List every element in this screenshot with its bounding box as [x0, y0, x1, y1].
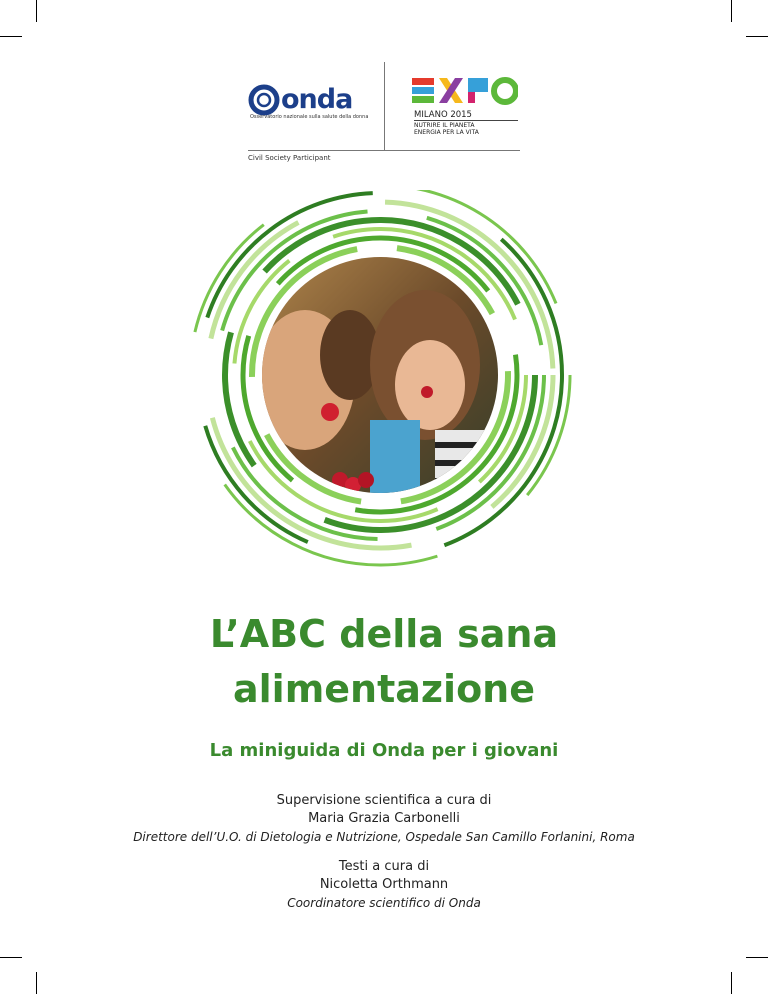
expo-underline — [414, 120, 518, 121]
crop-mark — [0, 36, 22, 37]
cover-subtitle: La miniguida di Onda per i giovani — [209, 740, 559, 761]
expo-tagline: ENERGIA PER LA VITA — [414, 129, 479, 136]
logo-divider — [384, 62, 385, 150]
onda-logo-subtitle: Osservatorio nazionale sulla salute della donna — [250, 114, 369, 120]
crop-mark — [731, 972, 732, 994]
logo-rule — [248, 150, 520, 151]
crop-mark — [36, 0, 37, 22]
supervisor-role: Direttore dell’U.O. di Dietologia e Nutrizione, Ospedale San Camillo Forlanini, Roma — [133, 830, 635, 844]
author-name: Nicoletta Orthmann — [319, 877, 449, 892]
onda-logo-icon — [248, 84, 280, 116]
crop-mark — [0, 957, 22, 958]
cover-title-line-2: alimentazione — [233, 667, 535, 711]
onda-logo-text: onda — [281, 84, 353, 115]
crop-mark — [731, 0, 732, 22]
logo-header — [248, 62, 520, 174]
author-role: Coordinatore scientifico di Onda — [287, 896, 481, 910]
supervision-label: Supervisione scientifica a cura di — [276, 793, 492, 808]
texts-label: Testi a cura di — [338, 859, 430, 874]
cover-title-line-1: L’ABC della sana — [209, 612, 559, 656]
expo-city: MILANO 2015 — [414, 110, 472, 120]
crop-mark — [746, 957, 768, 958]
crop-mark — [36, 972, 37, 994]
expo-tagline: NUTRIRE IL PIANETA — [414, 122, 475, 129]
crop-mark — [746, 36, 768, 37]
ring-artwork — [190, 190, 590, 590]
civil-society-label: Civil Society Participant — [248, 154, 331, 162]
supervisor-name: Maria Grazia Carbonelli — [308, 811, 460, 826]
expo-logo-icon — [412, 76, 518, 106]
